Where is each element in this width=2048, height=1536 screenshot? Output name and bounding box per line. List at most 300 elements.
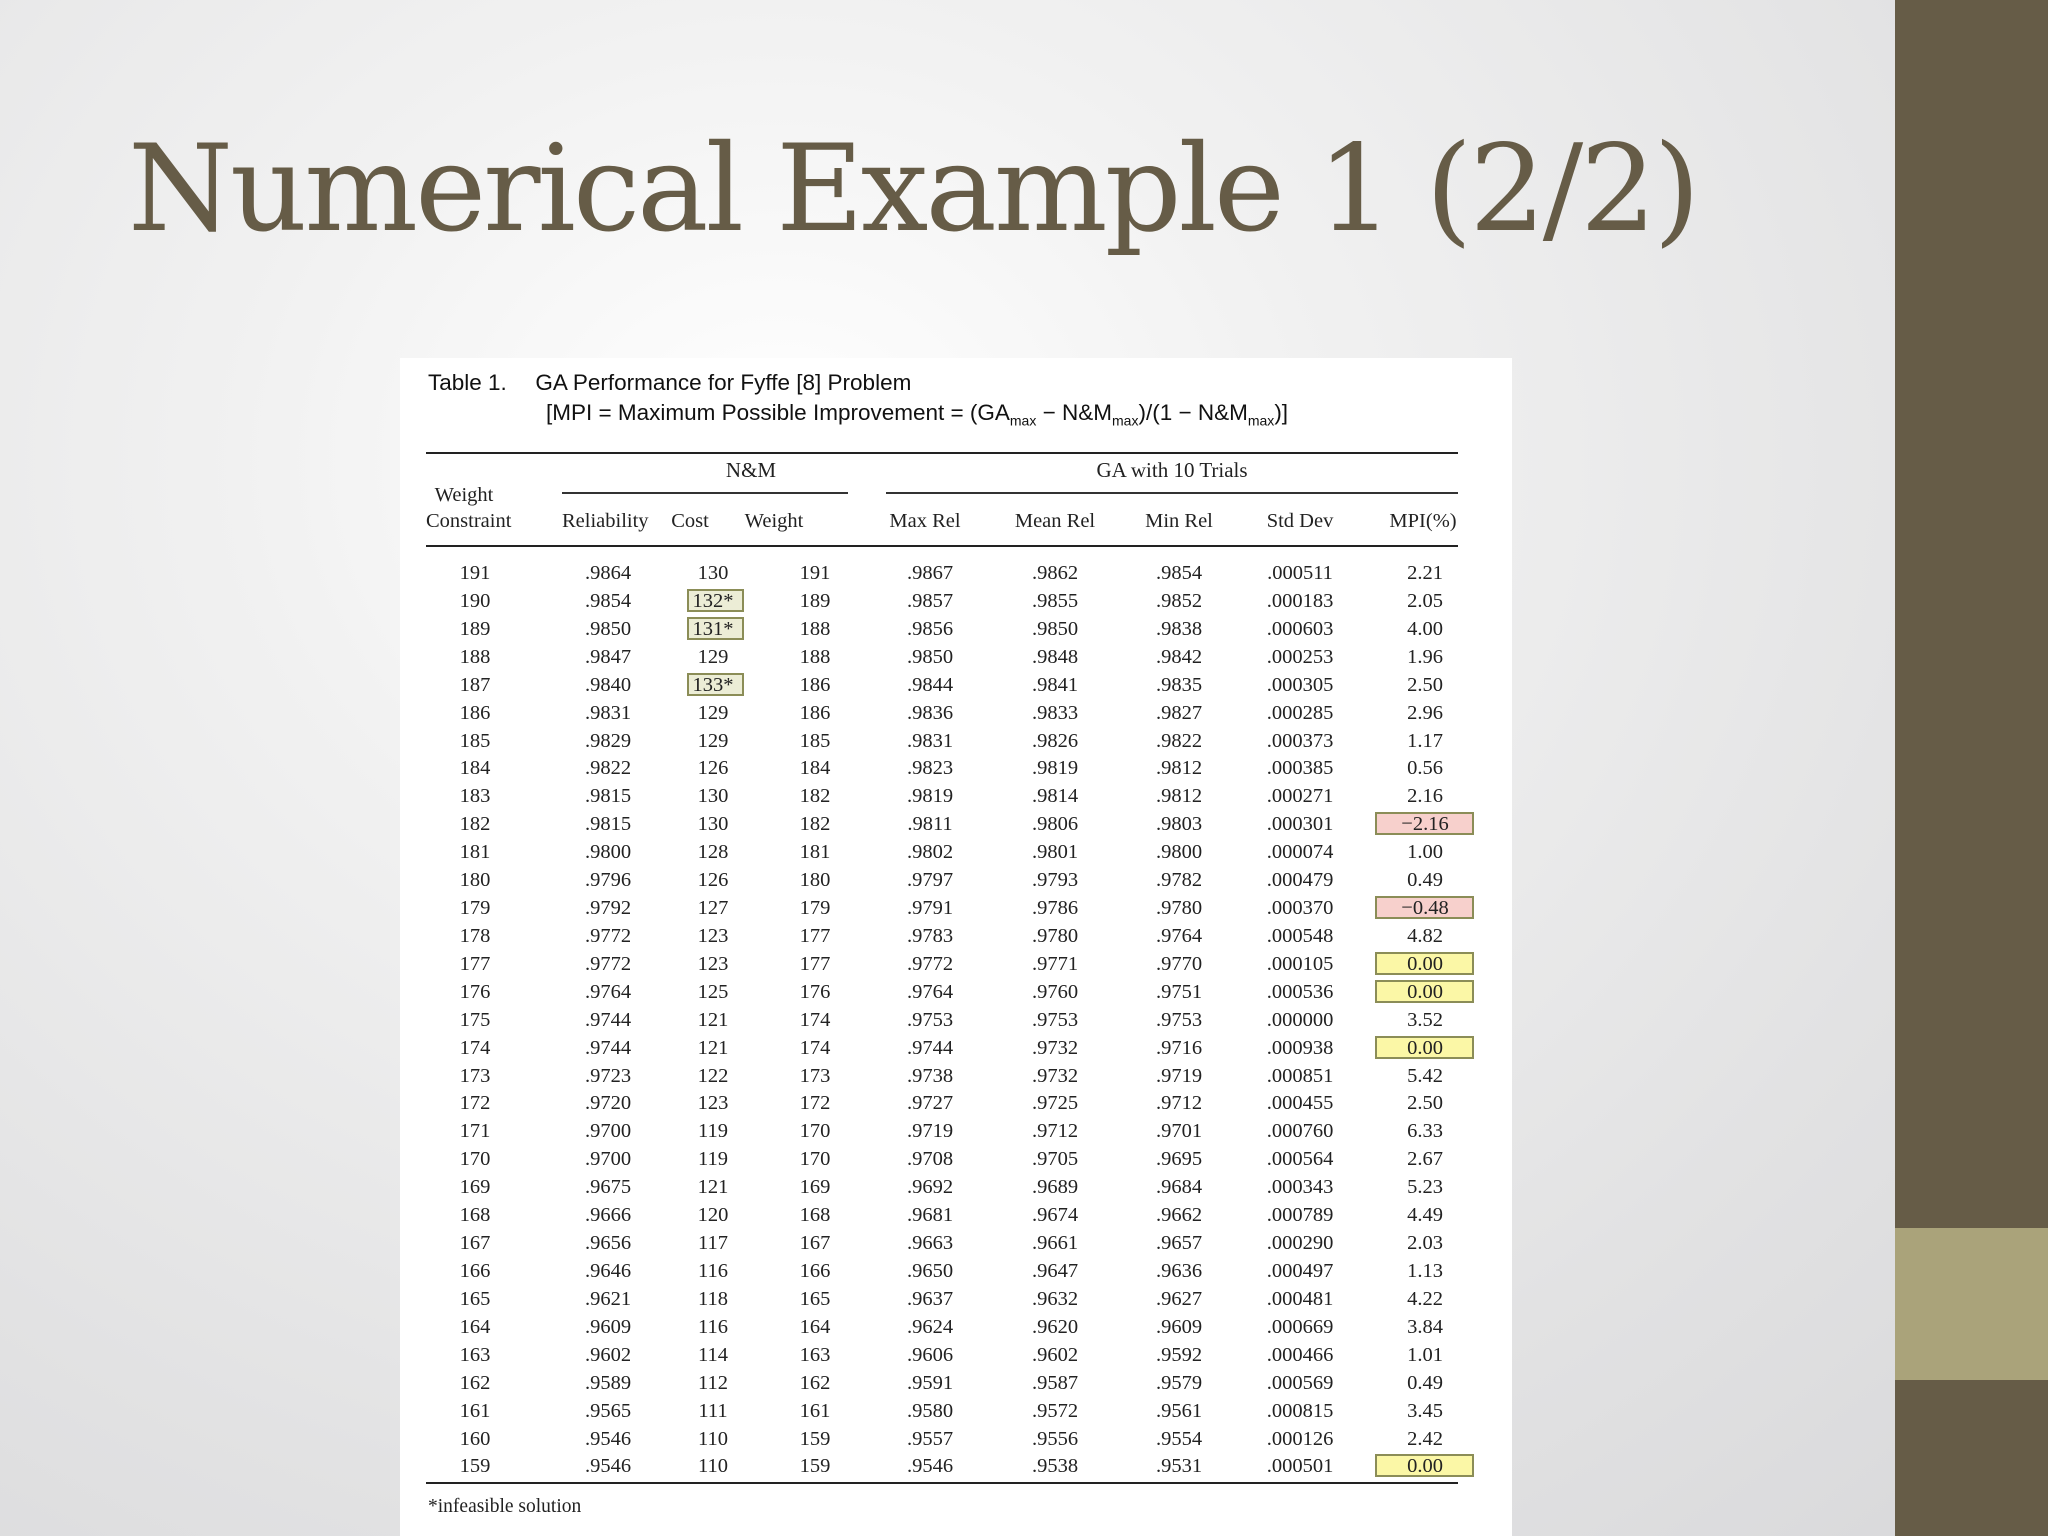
weight-constraint-cell: 185 — [459, 729, 491, 752]
mpi-cell: −2.16 — [1401, 813, 1449, 836]
mean-rel-cell: .9855 — [1031, 589, 1079, 612]
reliability-cell: .9815 — [584, 785, 632, 808]
table-row — [400, 700, 1512, 728]
weight-cell: 169 — [799, 1176, 831, 1199]
mpi-cell: 3.52 — [1407, 1008, 1443, 1031]
std-dev-cell: .000074 — [1266, 841, 1334, 864]
formula-part: )] — [1274, 400, 1289, 425]
std-dev-cell: .000385 — [1266, 757, 1334, 780]
mpi-cell: 0.49 — [1407, 869, 1443, 892]
table-row — [400, 811, 1512, 839]
table-row — [400, 672, 1512, 700]
reliability-cell: .9822 — [584, 757, 632, 780]
weight-constraint-cell: 186 — [459, 701, 491, 724]
cost-cell: 130 — [697, 562, 729, 584]
weight-cell: 164 — [799, 1315, 831, 1338]
std-dev-cell: .000851 — [1266, 1064, 1334, 1087]
weight-constraint-cell: 163 — [459, 1343, 491, 1366]
std-dev-cell: .000760 — [1266, 1120, 1334, 1143]
max-rel-cell: .9624 — [906, 1315, 954, 1338]
std-dev-cell: .000479 — [1266, 869, 1334, 892]
cost-cell: 114 — [698, 1343, 728, 1366]
reliability-cell: .9646 — [584, 1260, 632, 1282]
mean-rel-cell: .9833 — [1031, 701, 1079, 724]
max-rel-cell: .9591 — [906, 1371, 954, 1394]
mpi-cell: −0.48 — [1401, 897, 1449, 920]
cost-cell: 121 — [697, 1036, 729, 1059]
weight-constraint-cell: 161 — [459, 1399, 491, 1422]
col-header-weight: Weight — [744, 510, 804, 532]
max-rel-cell: .9557 — [906, 1427, 954, 1450]
group-underline-ga — [886, 492, 1458, 494]
cost-cell: 128 — [697, 841, 729, 864]
mpi-cell: 4.00 — [1407, 617, 1443, 640]
col-header-min-rel: Min Rel — [1145, 510, 1213, 532]
mpi-cell: 5.23 — [1407, 1176, 1443, 1199]
std-dev-cell: .000455 — [1266, 1092, 1334, 1115]
weight-constraint-cell: 169 — [459, 1176, 491, 1199]
weight-constraint-cell: 181 — [459, 841, 491, 864]
mean-rel-cell: .9712 — [1031, 1120, 1079, 1143]
min-rel-cell: .9770 — [1155, 952, 1203, 975]
reliability-cell: .9602 — [584, 1343, 632, 1366]
min-rel-cell: .9719 — [1155, 1064, 1203, 1087]
min-rel-cell: .9695 — [1155, 1148, 1203, 1171]
table-row — [400, 1035, 1512, 1063]
mean-rel-cell: .9556 — [1031, 1427, 1079, 1450]
table-row — [400, 839, 1512, 867]
col-header-std-dev: Std Dev — [1266, 510, 1334, 532]
max-rel-cell: .9783 — [906, 924, 954, 947]
reliability-cell: .9772 — [584, 952, 632, 975]
min-rel-cell: .9800 — [1155, 841, 1203, 864]
col-header-max-rel: Max Rel — [889, 510, 961, 532]
reliability-cell: .9840 — [584, 673, 632, 696]
reliability-cell: .9700 — [584, 1148, 632, 1171]
reliability-cell: .9744 — [584, 1008, 632, 1031]
table-row — [400, 979, 1512, 1007]
min-rel-cell: .9842 — [1155, 645, 1203, 668]
sidebar-accent-block — [1895, 1228, 2048, 1380]
min-rel-cell: .9812 — [1155, 757, 1203, 780]
weight-constraint-cell: 182 — [459, 813, 491, 836]
max-rel-cell: .9681 — [906, 1204, 954, 1227]
table-bottom-rule — [426, 1482, 1458, 1484]
formula-part: )/(1 − N&M — [1138, 400, 1248, 425]
weight-constraint-cell: 180 — [459, 869, 491, 892]
mpi-cell: 2.21 — [1407, 562, 1443, 584]
min-rel-cell: .9579 — [1155, 1371, 1203, 1394]
mpi-cell: 1.17 — [1407, 729, 1443, 752]
table-row — [400, 1453, 1512, 1481]
weight-cell: 170 — [799, 1148, 831, 1171]
std-dev-cell: .000569 — [1266, 1371, 1334, 1394]
table-row — [400, 560, 1512, 588]
group-header-ga: GA with 10 Trials — [1096, 458, 1248, 482]
col-header-mpi: MPI(%) — [1389, 510, 1457, 532]
min-rel-cell: .9657 — [1155, 1232, 1203, 1255]
mean-rel-cell: .9587 — [1031, 1371, 1079, 1394]
cost-cell: 130 — [697, 785, 729, 808]
mpi-cell: 1.01 — [1407, 1343, 1443, 1366]
group-header-nm: N&M — [725, 458, 777, 482]
std-dev-cell: .000564 — [1266, 1148, 1334, 1171]
max-rel-cell: .9844 — [906, 673, 954, 696]
reliability-cell: .9800 — [584, 841, 632, 864]
table-row — [400, 783, 1512, 811]
max-rel-cell: .9811 — [907, 813, 953, 836]
mean-rel-cell: .9632 — [1031, 1287, 1079, 1310]
std-dev-cell: .000669 — [1266, 1315, 1334, 1338]
std-dev-cell: .000126 — [1266, 1427, 1334, 1450]
std-dev-cell: .000285 — [1266, 701, 1334, 724]
mean-rel-cell: .9760 — [1031, 980, 1079, 1003]
col-header-line: Constraint — [426, 510, 512, 532]
table-top-rule — [426, 452, 1458, 454]
weight-cell: 159 — [799, 1427, 831, 1450]
weight-cell: 168 — [799, 1204, 831, 1227]
std-dev-cell: .000305 — [1266, 673, 1334, 696]
cost-cell: 127 — [697, 897, 729, 920]
max-rel-cell: .9819 — [906, 785, 954, 808]
std-dev-cell: .000290 — [1266, 1232, 1334, 1255]
max-rel-cell: .9637 — [906, 1287, 954, 1310]
col-header-line: Weight — [434, 484, 494, 506]
max-rel-cell: .9856 — [906, 617, 954, 640]
mpi-cell: 3.84 — [1407, 1315, 1443, 1338]
mean-rel-cell: .9850 — [1031, 617, 1079, 640]
std-dev-cell: .000789 — [1266, 1204, 1334, 1227]
reliability-cell: .9864 — [584, 562, 632, 584]
reliability-cell: .9829 — [584, 729, 632, 752]
mean-rel-cell: .9689 — [1031, 1176, 1079, 1199]
min-rel-cell: .9636 — [1155, 1260, 1203, 1282]
min-rel-cell: .9561 — [1155, 1399, 1203, 1422]
mean-rel-cell: .9572 — [1031, 1399, 1079, 1422]
cost-cell: 130 — [697, 813, 729, 836]
mean-rel-cell: .9771 — [1031, 952, 1079, 975]
mean-rel-cell: .9661 — [1031, 1232, 1079, 1255]
weight-cell: 184 — [799, 757, 831, 780]
group-underline-nm — [562, 492, 848, 494]
max-rel-cell: .9802 — [906, 841, 954, 864]
max-rel-cell: .9753 — [906, 1008, 954, 1031]
weight-constraint-cell: 176 — [459, 980, 491, 1003]
cost-cell: 119 — [698, 1120, 728, 1143]
mpi-cell: 5.42 — [1407, 1064, 1443, 1087]
weight-constraint-cell: 175 — [459, 1008, 491, 1031]
max-rel-cell: .9580 — [906, 1399, 954, 1422]
min-rel-cell: .9554 — [1155, 1427, 1203, 1450]
weight-cell: 177 — [799, 952, 831, 975]
table-row — [400, 1370, 1512, 1398]
min-rel-cell: .9609 — [1155, 1315, 1203, 1338]
std-dev-cell: .000000 — [1266, 1008, 1334, 1031]
table-row — [400, 895, 1512, 923]
weight-constraint-cell: 168 — [459, 1204, 491, 1227]
weight-cell: 182 — [799, 813, 831, 836]
reliability-cell: .9700 — [584, 1120, 632, 1143]
weight-constraint-cell: 159 — [459, 1455, 491, 1478]
weight-constraint-cell: 162 — [459, 1371, 491, 1394]
weight-cell: 166 — [799, 1260, 831, 1282]
cost-cell: 131* — [692, 617, 734, 640]
weight-cell: 179 — [799, 897, 831, 920]
mpi-cell: 2.96 — [1407, 701, 1443, 724]
cost-cell: 133* — [692, 673, 734, 696]
mean-rel-cell: .9826 — [1031, 729, 1079, 752]
cost-cell: 111 — [698, 1399, 728, 1422]
reliability-cell: .9546 — [584, 1455, 632, 1478]
min-rel-cell: .9662 — [1155, 1204, 1203, 1227]
weight-constraint-cell: 191 — [459, 562, 491, 584]
mpi-cell: 1.96 — [1407, 645, 1443, 668]
table-row — [400, 1118, 1512, 1146]
reliability-cell: .9850 — [584, 617, 632, 640]
max-rel-cell: .9606 — [906, 1343, 954, 1366]
mean-rel-cell: .9801 — [1031, 841, 1079, 864]
cost-cell: 118 — [698, 1287, 728, 1310]
weight-constraint-cell: 187 — [459, 673, 491, 696]
mean-rel-cell: .9848 — [1031, 645, 1079, 668]
weight-constraint-cell: 166 — [459, 1260, 491, 1282]
min-rel-cell: .9852 — [1155, 589, 1203, 612]
mpi-cell: 3.45 — [1407, 1399, 1443, 1422]
cost-cell: 129 — [697, 729, 729, 752]
table-row — [400, 1146, 1512, 1174]
mean-rel-cell: .9862 — [1031, 562, 1079, 584]
std-dev-cell: .000501 — [1266, 1455, 1334, 1478]
cost-cell: 110 — [698, 1427, 728, 1450]
reliability-cell: .9744 — [584, 1036, 632, 1059]
mean-rel-cell: .9602 — [1031, 1343, 1079, 1366]
weight-constraint-cell: 160 — [459, 1427, 491, 1450]
table-header-rule — [426, 545, 1458, 547]
weight-cell: 188 — [799, 617, 831, 640]
table-row — [400, 1007, 1512, 1035]
weight-constraint-cell: 173 — [459, 1064, 491, 1087]
table-row — [400, 1342, 1512, 1370]
max-rel-cell: .9823 — [906, 757, 954, 780]
min-rel-cell: .9592 — [1155, 1343, 1203, 1366]
reliability-cell: .9656 — [584, 1232, 632, 1255]
table-row — [400, 1258, 1512, 1286]
max-rel-cell: .9650 — [906, 1260, 954, 1282]
table-row — [400, 923, 1512, 951]
max-rel-cell: .9791 — [906, 897, 954, 920]
max-rel-cell: .9727 — [906, 1092, 954, 1115]
min-rel-cell: .9753 — [1155, 1008, 1203, 1031]
cost-cell: 126 — [697, 869, 729, 892]
weight-cell: 189 — [799, 589, 831, 612]
std-dev-cell: .000815 — [1266, 1399, 1334, 1422]
weight-constraint-cell: 164 — [459, 1315, 491, 1338]
cost-cell: 125 — [697, 980, 729, 1003]
weight-cell: 167 — [799, 1232, 831, 1255]
cost-cell: 123 — [697, 1092, 729, 1115]
max-rel-cell: .9797 — [906, 869, 954, 892]
min-rel-cell: .9751 — [1155, 980, 1203, 1003]
weight-cell: 159 — [799, 1455, 831, 1478]
std-dev-cell: .000105 — [1266, 952, 1334, 975]
max-rel-cell: .9831 — [906, 729, 954, 752]
weight-cell: 165 — [799, 1287, 831, 1310]
reliability-cell: .9815 — [584, 813, 632, 836]
min-rel-cell: .9684 — [1155, 1176, 1203, 1199]
table-row — [400, 1174, 1512, 1202]
weight-cell: 188 — [799, 645, 831, 668]
mpi-cell: 2.50 — [1407, 1092, 1443, 1115]
table-caption-line1 — [428, 370, 911, 396]
cost-cell: 117 — [698, 1232, 728, 1255]
formula-part: [MPI = Maximum Possible Improvement = (GA — [546, 400, 1010, 425]
weight-cell: 182 — [799, 785, 831, 808]
mpi-cell: 4.82 — [1407, 924, 1443, 947]
reliability-cell: .9854 — [584, 589, 632, 612]
weight-cell: 176 — [799, 980, 831, 1003]
table-figure — [400, 358, 1512, 1536]
max-rel-cell: .9738 — [906, 1064, 954, 1087]
max-rel-cell: .9867 — [906, 562, 954, 584]
table-row — [400, 1286, 1512, 1314]
cost-cell: 119 — [698, 1148, 728, 1171]
std-dev-cell: .000253 — [1266, 645, 1334, 668]
reliability-cell: .9621 — [584, 1287, 632, 1310]
reliability-cell: .9546 — [584, 1427, 632, 1450]
reliability-cell: .9666 — [584, 1204, 632, 1227]
weight-constraint-cell: 179 — [459, 897, 491, 920]
table-footnote: *infeasible solution — [428, 1496, 582, 1517]
std-dev-cell: .000301 — [1266, 813, 1334, 836]
std-dev-cell: .000370 — [1266, 897, 1334, 920]
mean-rel-cell: .9780 — [1031, 924, 1079, 947]
table-row — [400, 616, 1512, 644]
mpi-cell: 4.22 — [1407, 1287, 1443, 1310]
weight-constraint-cell: 189 — [459, 617, 491, 640]
weight-cell: 177 — [799, 924, 831, 947]
min-rel-cell: .9782 — [1155, 869, 1203, 892]
min-rel-cell: .9764 — [1155, 924, 1203, 947]
min-rel-cell: .9854 — [1155, 562, 1203, 584]
table-row — [400, 951, 1512, 979]
weight-cell: 162 — [799, 1371, 831, 1394]
mean-rel-cell: .9793 — [1031, 869, 1079, 892]
weight-constraint-cell: 174 — [459, 1036, 491, 1059]
reliability-cell: .9831 — [584, 701, 632, 724]
weight-cell: 172 — [799, 1092, 831, 1115]
formula-sub: max — [1112, 412, 1139, 429]
weight-constraint-cell: 167 — [459, 1232, 491, 1255]
table-row — [400, 644, 1512, 672]
table-row — [400, 1230, 1512, 1258]
reliability-cell: .9609 — [584, 1315, 632, 1338]
reliability-cell: .9796 — [584, 869, 632, 892]
table-row — [400, 1202, 1512, 1230]
weight-constraint-cell: 171 — [459, 1120, 491, 1143]
reliability-cell: .9764 — [584, 980, 632, 1003]
cost-cell: 132* — [692, 589, 734, 612]
col-header-cost: Cost — [671, 510, 709, 532]
max-rel-cell: .9764 — [906, 980, 954, 1003]
reliability-cell: .9792 — [584, 897, 632, 920]
table-caption-formula — [546, 400, 1288, 429]
std-dev-cell: .000603 — [1266, 617, 1334, 640]
min-rel-cell: .9627 — [1155, 1287, 1203, 1310]
weight-constraint-cell: 184 — [459, 757, 491, 780]
mpi-cell: 0.49 — [1407, 1371, 1443, 1394]
mpi-cell: 2.67 — [1407, 1148, 1443, 1171]
cost-cell: 116 — [698, 1315, 728, 1338]
weight-cell: 186 — [799, 701, 831, 724]
mpi-cell: 2.42 — [1407, 1427, 1443, 1450]
weight-constraint-cell: 188 — [459, 645, 491, 668]
mpi-cell: 1.13 — [1407, 1260, 1443, 1282]
mean-rel-cell: .9786 — [1031, 897, 1079, 920]
table-row — [400, 1063, 1512, 1091]
mpi-cell: 2.05 — [1407, 589, 1443, 612]
col-header-mean-rel: Mean Rel — [1014, 510, 1096, 532]
mean-rel-cell: .9705 — [1031, 1148, 1079, 1171]
weight-cell: 170 — [799, 1120, 831, 1143]
table-row — [400, 867, 1512, 895]
cost-cell: 121 — [697, 1176, 729, 1199]
mpi-cell: 0.00 — [1407, 952, 1443, 975]
reliability-cell: .9723 — [584, 1064, 632, 1087]
weight-cell: 174 — [799, 1036, 831, 1059]
std-dev-cell: .000343 — [1266, 1176, 1334, 1199]
table-row — [400, 588, 1512, 616]
mean-rel-cell: .9732 — [1031, 1064, 1079, 1087]
reliability-cell: .9675 — [584, 1176, 632, 1199]
weight-cell: 163 — [799, 1343, 831, 1366]
std-dev-cell: .000271 — [1266, 785, 1334, 808]
cost-cell: 122 — [697, 1064, 729, 1087]
max-rel-cell: .9546 — [906, 1455, 954, 1478]
cost-cell: 123 — [697, 952, 729, 975]
cost-cell: 129 — [697, 701, 729, 724]
table-row — [400, 755, 1512, 783]
reliability-cell: .9589 — [584, 1371, 632, 1394]
min-rel-cell: .9835 — [1155, 673, 1203, 696]
mean-rel-cell: .9841 — [1031, 673, 1079, 696]
mpi-cell: 1.00 — [1407, 841, 1443, 864]
table-row — [400, 728, 1512, 756]
std-dev-cell: .000466 — [1266, 1343, 1334, 1366]
weight-cell: 191 — [799, 562, 831, 584]
col-header-weight-constraint — [426, 482, 512, 534]
weight-constraint-cell: 178 — [459, 924, 491, 947]
col-header-reliability: Reliability — [562, 510, 649, 532]
min-rel-cell: .9716 — [1155, 1036, 1203, 1059]
weight-constraint-cell: 170 — [459, 1148, 491, 1171]
mpi-cell: 0.00 — [1407, 980, 1443, 1003]
weight-cell: 161 — [799, 1399, 831, 1422]
max-rel-cell: .9836 — [906, 701, 954, 724]
mean-rel-cell: .9538 — [1031, 1455, 1079, 1478]
min-rel-cell: .9822 — [1155, 729, 1203, 752]
mpi-cell: 2.50 — [1407, 673, 1443, 696]
min-rel-cell: .9712 — [1155, 1092, 1203, 1115]
max-rel-cell: .9692 — [906, 1176, 954, 1199]
weight-cell: 185 — [799, 729, 831, 752]
weight-cell: 180 — [799, 869, 831, 892]
mpi-cell: 2.16 — [1407, 785, 1443, 808]
cost-cell: 112 — [698, 1371, 728, 1394]
reliability-cell: .9847 — [584, 645, 632, 668]
max-rel-cell: .9719 — [906, 1120, 954, 1143]
table-row — [400, 1426, 1512, 1454]
mean-rel-cell: .9674 — [1031, 1204, 1079, 1227]
